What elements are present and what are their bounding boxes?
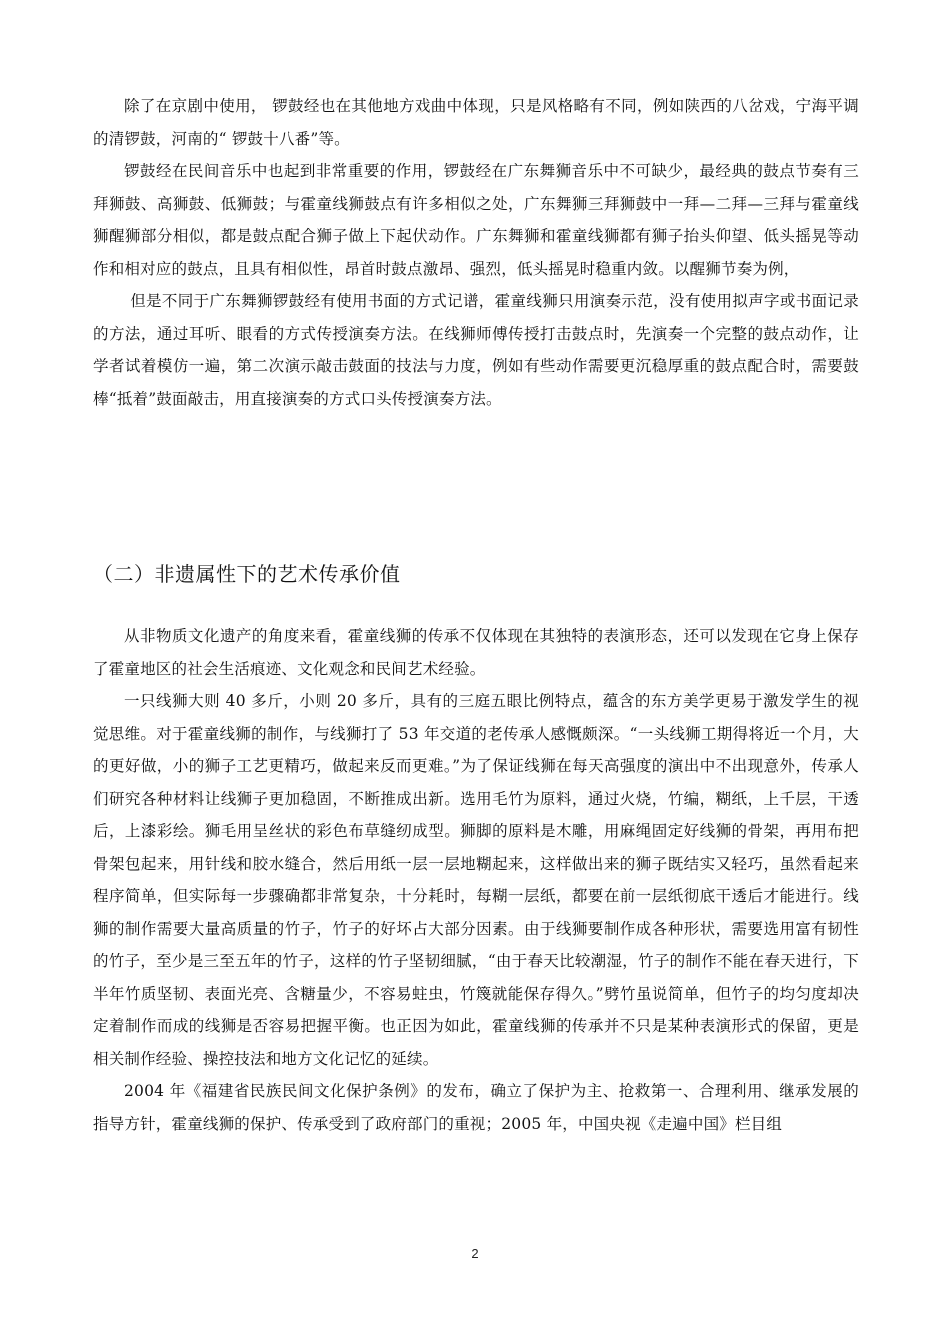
section-1-body bbox=[93, 90, 859, 415]
page-number: 2 bbox=[471, 1246, 479, 1261]
paragraph: 从非物质文化遗产的角度来看，霍童线狮的传承不仅体现在其独特的表演形态，还可以发现在它身上保存了霍童地区的社会生活痕迹、文化观念和民间艺术经验。 bbox=[93, 627, 859, 678]
section-heading: （二）非遗属性下的艺术传承价值 bbox=[93, 562, 401, 586]
paragraph: 除了在京剧中使用， 锣鼓经也在其他地方戏曲中体现，只是风格略有不同，例如陕西的八岔戏，宁海平调的清锣鼓，河南的“ 锣鼓十八番”等。 bbox=[93, 97, 859, 148]
paragraph: 锣鼓经在民间音乐中也起到非常重要的作用，锣鼓经在广东舞狮音乐中不可缺少，最经典的鼓点节奏有三拜狮鼓、高狮鼓、低狮鼓；与霍童线狮鼓点有许多相似之处，广东舞狮三拜狮鼓中一拜—二拜—三拜与霍童线狮醒狮部分相似，都是鼓点配合狮子做上下起伏动作。广东舞狮和霍童线狮都有狮子抬头仰望、低头摇晃等动作和相对应的鼓点，且具有相似性，昂首时鼓点激昂、强烈，低头摇晃时稳重内敛。以醒狮节奏为例， bbox=[93, 162, 859, 278]
paragraph: 但是不同于广东舞狮锣鼓经有使用书面的方式记谱，霍童线狮只用演奏示范，没有使用拟声字或书面记录的方法，通过耳听、眼看的方式传授演奏方法。在线狮师傅传授打击鼓点时，先演奏一个完整的鼓点动作，让学者试着模仿一遍，第二次演示敲击鼓面的技法与力度，例如有些动作需要更沉稳厚重的鼓点配合时，需要鼓棒“抵着”鼓面敲击，用直接演奏的方式口头传授演奏方法。 bbox=[93, 292, 859, 408]
section-2-body bbox=[93, 620, 859, 1140]
paragraph: 一只线狮大则 40 多斤，小则 20 多斤，具有的三庭五眼比例特点，蕴含的东方美学更易于激发学生的视觉思维。对于霍童线狮的制作，与线狮打了 53 年交道的老传承人感慨颇深。“一头线狮工期得将近一个月，大的更好做，小的狮子工艺更精巧，做起来反而更难。”为了保证线狮在每天高强度的演出中不出现意外，传承人们研究各种材料让线狮子更加稳固，不断推成出新。选用毛竹为原料，通过火烧，竹编，糊纸，上千层，干透后，上漆彩绘。狮毛用呈丝状的彩色布草缝纫成型。狮脚的原料是木雕，用麻绳固定好线狮的骨架，再用布把骨架包起来，用针线和胶水缝合，然后用纸一层一层地糊起来，这样做出来的狮子既结实又轻巧，虽然看起来程序简单，但实际每一步骤确都非常复杂，十分耗时，每糊一层纸，都要在前一层纸彻底干透后才能进行。线狮的制作需要大量高质量的竹子，竹子的好坏占大部分因素。由于线狮要制作成各种形状，需要选用富有韧性的竹子，至少是三至五年的竹子，这样的竹子坚韧细腻，“由于春天比较潮湿，竹子的制作不能在春天进行，下半年竹质坚韧、表面光亮、含糖量少，不容易蛀虫，竹篾就能保存得久。”劈竹虽说简单，但竹子的均匀度却决定着制作而成的线狮是否容易把握平衡。也正因为如此，霍童线狮的传承并不只是某种表演形式的保留，更是相关制作经验、操控技法和地方文化记忆的延续。 bbox=[93, 692, 859, 1068]
paragraph: 2004 年《福建省民族民间文化保护条例》的发布，确立了保护为主、抢救第一、合理利用、继承发展的指导方针，霍童线狮的保护、传承受到了政府部门的重视；2005 年，中国央视《走遍中国》栏目组 bbox=[93, 1082, 859, 1133]
